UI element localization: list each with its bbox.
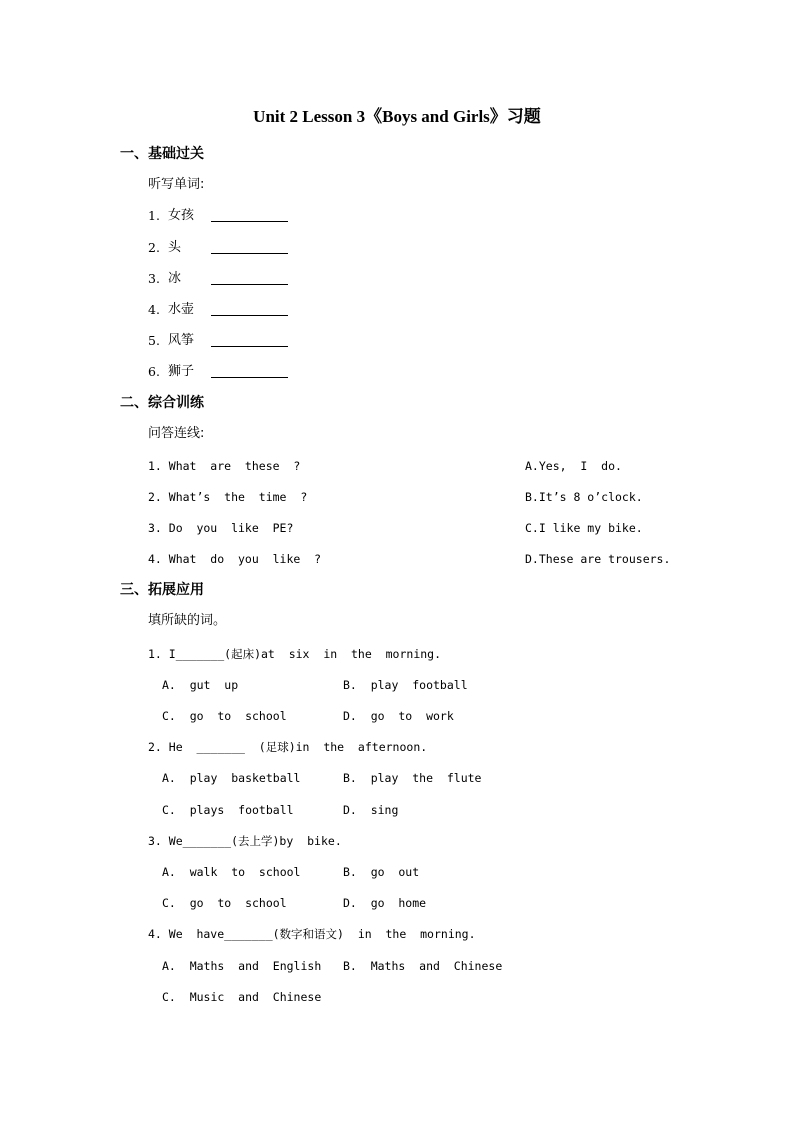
option-d[interactable]: D. go home xyxy=(343,896,427,910)
word-chinese: 风筝 xyxy=(168,333,195,348)
answer-blank[interactable] xyxy=(211,315,288,316)
word-chinese: 水壶 xyxy=(168,302,195,317)
matching-answer: C.I like my bike. xyxy=(525,521,643,535)
matching-answer: B.It’s 8 o’clock. xyxy=(525,490,643,504)
matching-question: 1. What are these ? xyxy=(148,459,301,473)
word-chinese: 狮子 xyxy=(168,364,195,379)
section-heading-extension: 三、拓展应用 xyxy=(120,582,204,598)
option-a[interactable]: A. play basketball xyxy=(162,771,301,785)
option-a[interactable]: A. gut up xyxy=(162,678,239,692)
word-number: 5. xyxy=(148,333,160,348)
matching-question: 4. What do you like ? xyxy=(148,552,322,566)
word-number: 3. xyxy=(148,271,160,286)
answer-blank[interactable] xyxy=(211,377,288,378)
fill-question: 2. He _______ (足球)in the afternoon. xyxy=(148,740,428,754)
word-chinese: 冰 xyxy=(168,271,182,286)
matching-instruction: 问答连线: xyxy=(148,426,205,441)
answer-blank[interactable] xyxy=(211,284,288,285)
word-chinese: 女孩 xyxy=(168,208,195,223)
section-heading-basic: 一、基础过关 xyxy=(120,146,204,162)
matching-answer: D.These are trousers. xyxy=(525,552,671,566)
fill-question: 3. We_______(去上学)by bike. xyxy=(148,834,342,848)
option-d[interactable]: D. go to work xyxy=(343,709,454,723)
fill-instruction: 填所缺的词。 xyxy=(148,613,227,628)
word-number: 2. xyxy=(148,240,160,255)
word-number: 6. xyxy=(148,364,160,379)
option-c[interactable]: C. plays football xyxy=(162,803,294,817)
option-a[interactable]: A. walk to school xyxy=(162,865,301,879)
matching-question: 2. What’s the time ? xyxy=(148,490,308,504)
answer-blank[interactable] xyxy=(211,221,288,222)
option-c[interactable]: C. Music and Chinese xyxy=(162,990,322,1004)
matching-question: 3. Do you like PE? xyxy=(148,521,294,535)
dictation-instruction: 听写单词: xyxy=(148,177,205,192)
matching-answer: A.Yes, I do. xyxy=(525,459,622,473)
answer-blank[interactable] xyxy=(211,253,288,254)
word-chinese: 头 xyxy=(168,240,182,255)
word-number: 4. xyxy=(148,302,160,317)
option-a[interactable]: A. Maths and English xyxy=(162,959,322,973)
fill-question: 4. We have_______(数字和语文) in the morning. xyxy=(148,927,476,941)
option-c[interactable]: C. go to school xyxy=(162,709,287,723)
fill-question: 1. I_______(起床)at six in the morning. xyxy=(148,647,442,661)
option-b[interactable]: B. play football xyxy=(343,678,468,692)
option-d[interactable]: D. sing xyxy=(343,803,399,817)
page-title: Unit 2 Lesson 3《Boys and Girls》习题 xyxy=(253,107,541,126)
option-b[interactable]: B. play the flute xyxy=(343,771,482,785)
word-number: 1. xyxy=(148,208,160,223)
option-b[interactable]: B. Maths and Chinese xyxy=(343,959,503,973)
section-heading-practice: 二、综合训练 xyxy=(120,395,204,411)
answer-blank[interactable] xyxy=(211,346,288,347)
option-c[interactable]: C. go to school xyxy=(162,896,287,910)
option-b[interactable]: B. go out xyxy=(343,865,420,879)
